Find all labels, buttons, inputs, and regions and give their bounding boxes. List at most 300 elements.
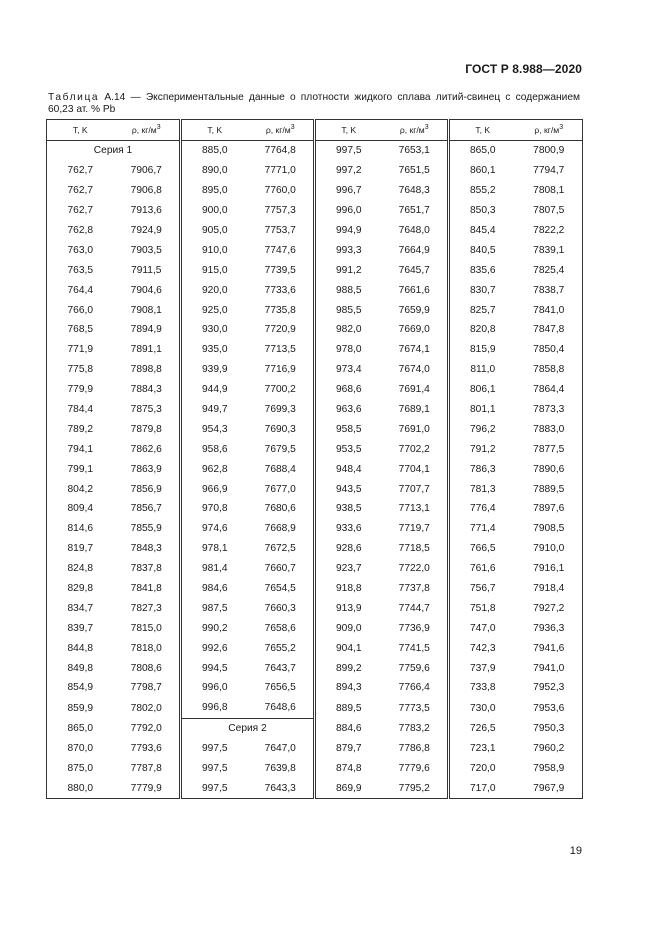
density-cell: 7903,5 [114,240,181,260]
density-cell: 7889,5 [516,479,583,499]
temperature-cell: 928,6 [336,543,362,555]
density-cell: 7847,8 [516,320,583,340]
temperature-cell: 844,8 [47,638,114,658]
temperature-cell: 978,0 [336,344,362,356]
density-cell: 7941,0 [516,658,583,678]
density-cell: 7848,3 [114,539,181,559]
density-cell: 7783,2 [382,718,449,738]
temperature-cell: 970,8 [202,503,228,515]
density-cell: 7679,5 [248,439,315,459]
temperature-cell: 997,2 [336,165,362,177]
density-cell: 7794,7 [516,161,583,181]
density-cell: 7672,5 [248,539,315,559]
density-cell: 7786,8 [382,739,449,759]
density-cell: 7898,8 [114,360,181,380]
table-row [47,221,583,241]
density-cell: 7825,4 [516,260,583,280]
density-cell: 7656,5 [248,678,315,698]
density-cell: 7807,5 [516,201,583,221]
table-row [47,300,583,320]
density-cell: 7841,8 [114,579,181,599]
temperature-cell: 860,1 [470,165,496,177]
density-cell: 7911,5 [114,260,181,280]
density-cell: 7690,3 [248,419,315,439]
density-cell: 7891,1 [114,340,181,360]
density-cell: 7716,9 [248,360,315,380]
density-cell: 7660,7 [248,559,315,579]
temperature-cell: 776,4 [470,503,496,515]
document-id: ГОСТ Р 8.988—2020 [465,62,582,76]
temperature-cell: 829,8 [47,579,114,599]
temperature-cell: 766,5 [470,543,496,555]
density-cell: 7850,4 [516,340,583,360]
density-cell: 7792,0 [114,718,181,738]
temperature-cell: 830,7 [470,284,496,296]
temperature-cell: 994,9 [336,225,362,236]
temperature-cell: 958,6 [202,443,228,455]
density-cell: 7735,8 [248,300,315,320]
table-row [47,638,583,658]
density-cell: 7941,6 [516,638,583,658]
density-cell: 7873,3 [516,400,583,420]
temperature-cell: 814,6 [47,519,114,539]
density-cell: 7884,3 [114,380,181,400]
temperature-cell: 933,6 [336,523,362,535]
temperature-cell: 981,4 [202,563,228,575]
table-row [47,161,583,181]
density-cell: 7722,0 [382,559,449,579]
table-row [47,579,583,599]
temperature-cell: 985,5 [336,304,362,316]
density-cell: 7643,3 [248,779,315,799]
temperature-cell: 811,0 [470,364,496,376]
column-header-density-exponent: 3 [290,124,295,132]
temperature-cell: 766,0 [47,300,114,320]
density-cell: 7808,1 [516,181,583,201]
table-row [47,739,583,759]
column-header-temperature-label: T, K [72,125,88,135]
temperature-cell: 849,8 [47,658,114,678]
density-cell: 7894,9 [114,320,181,340]
temperature-cell: 839,7 [47,618,114,638]
density-cell: 7741,5 [382,638,449,658]
temperature-cell: 762,8 [47,221,114,241]
density-cell: 7904,6 [114,280,181,300]
temperature-cell: 938,5 [336,503,362,515]
column-header-density [516,120,583,141]
temperature-cell: 865,0 [470,145,496,157]
density-cell: 7950,3 [516,718,583,738]
temperature-cell: 771,9 [47,340,114,360]
temperature-cell: 865,0 [47,718,114,738]
column-header-density-label: ρ, кг/м [534,125,560,135]
temperature-cell: 958,5 [336,423,362,435]
temperature-cell: 889,5 [336,702,362,714]
density-cell: 7773,5 [382,698,449,718]
temperature-cell: 997,5 [202,763,228,775]
density-cell: 7760,0 [248,181,315,201]
density-cell: 7827,3 [114,598,181,618]
density-cell: 7718,5 [382,539,449,559]
temperature-cell: 895,0 [202,185,228,197]
temperature-cell: 996,0 [336,205,362,217]
density-cell: 7664,9 [382,240,449,260]
temperature-cell: 915,0 [202,264,228,276]
temperature-cell: 796,2 [470,423,496,435]
density-cell: 7793,6 [114,739,181,759]
temperature-cell: 992,6 [202,642,228,654]
temperature-cell: 845,4 [470,225,496,236]
table-row [47,678,583,698]
temperature-cell: 993,3 [336,244,362,256]
temperature-cell: 905,0 [202,225,228,236]
column-header-density-exponent: 3 [156,124,161,132]
density-cell: 7747,6 [248,240,315,260]
temperature-cell: 763,5 [47,260,114,280]
temperature-cell: 939,9 [202,364,228,376]
density-cell: 7689,1 [382,400,449,420]
density-cell: 7753,7 [248,221,315,241]
temperature-cell: 824,8 [47,559,114,579]
temperature-cell: 990,2 [202,622,228,634]
density-cell: 7822,2 [516,221,583,241]
density-cell: 7864,4 [516,380,583,400]
density-cell: 7967,9 [516,779,583,799]
temperature-cell: 775,8 [47,360,114,380]
density-cell: 7688,4 [248,459,315,479]
temperature-cell: 944,9 [202,384,228,396]
density-cell: 7713,1 [382,499,449,519]
temperature-cell: 742,3 [470,642,496,654]
density-cell: 7700,2 [248,380,315,400]
density-cell: 7655,2 [248,638,315,658]
table-row [47,380,583,400]
temperature-cell: 764,4 [47,280,114,300]
column-header-temperature [449,120,516,141]
temperature-cell: 982,0 [336,324,362,336]
density-cell: 7913,6 [114,201,181,221]
density-cell: 7916,1 [516,559,583,579]
temperature-cell: 978,1 [202,543,228,555]
column-header-temperature [315,120,382,141]
density-cell: 7720,9 [248,320,315,340]
temperature-cell: 726,5 [470,723,496,735]
density-cell: 7779,9 [114,779,181,799]
density-cell: 7855,9 [114,519,181,539]
temperature-cell: 733,8 [470,682,496,694]
density-cell: 7910,0 [516,539,583,559]
table-row [47,240,583,260]
temperature-cell: 794,1 [47,439,114,459]
temperature-cell: 997,5 [181,779,248,799]
density-cell: 7707,7 [382,479,449,499]
temperature-cell: 855,2 [470,185,496,197]
table-row [47,141,583,161]
density-cell: 7798,7 [114,678,181,698]
column-header-temperature-label: T, K [475,125,491,135]
temperature-cell: 801,1 [470,404,496,416]
density-cell: 7647,0 [248,739,315,759]
temperature-cell: 870,0 [47,739,114,759]
temperature-cell: 935,0 [202,344,228,356]
density-cell: 7890,6 [516,459,583,479]
table-row [47,201,583,221]
temperature-cell: 899,2 [336,662,362,674]
temperature-cell: 819,7 [47,539,114,559]
table-row [47,598,583,618]
column-header-density [382,120,449,141]
table-caption-word: Таблица [48,92,100,103]
table-row [47,400,583,420]
density-cell: 7879,8 [114,419,181,439]
table-row [47,280,583,300]
table-row [47,499,583,519]
temperature-cell: 768,5 [47,320,114,340]
temperature-cell: 879,7 [336,743,362,755]
column-header-density [248,120,315,141]
temperature-cell: 869,9 [315,779,382,799]
density-cell: 7680,6 [248,499,315,519]
temperature-cell: 918,8 [336,583,362,595]
series-1-label: Серия 1 [47,141,181,161]
temperature-cell: 784,4 [47,400,114,420]
temperature-cell: 996,7 [336,185,362,197]
density-cell: 7883,0 [516,419,583,439]
density-cell: 7779,6 [382,759,449,779]
density-data-table [46,119,583,799]
column-header-temperature [47,120,114,141]
density-cell: 7771,0 [248,161,315,181]
density-cell: 7757,3 [248,201,315,221]
temperature-cell: 885,0 [202,145,228,157]
density-cell: 7674,1 [382,340,449,360]
temperature-cell: 756,7 [470,583,496,595]
density-cell: 7958,9 [516,759,583,779]
table-row [47,320,583,340]
temperature-cell: 900,0 [202,205,228,217]
table-row [47,698,583,718]
temperature-cell: 925,0 [202,304,228,316]
density-cell: 7906,8 [114,181,181,201]
page-number: 19 [569,845,582,857]
density-cell: 7737,8 [382,579,449,599]
table-row [47,559,583,579]
density-cell: 7875,3 [114,400,181,420]
density-cell: 7744,7 [382,598,449,618]
table-row [47,618,583,638]
density-cell: 7648,6 [248,698,315,718]
temperature-cell: 859,9 [47,698,114,718]
temperature-cell: 834,7 [47,598,114,618]
density-cell: 7639,8 [248,759,315,779]
density-cell: 7691,0 [382,419,449,439]
temperature-cell: 963,6 [336,404,362,416]
temperature-cell: 720,0 [470,763,496,775]
temperature-cell: 762,7 [47,201,114,221]
density-cell: 7908,5 [516,519,583,539]
temperature-cell: 789,2 [47,419,114,439]
column-header-density-exponent: 3 [424,124,429,132]
column-header-density-label: ρ, кг/м [399,125,425,135]
temperature-cell: 809,4 [47,499,114,519]
temperature-cell: 723,1 [470,743,496,755]
table-header-row [47,120,583,141]
table-row [47,779,583,799]
density-cell: 7643,7 [248,658,315,678]
density-cell: 7651,7 [382,201,449,221]
table-row [47,718,583,738]
temperature-cell: 943,5 [336,483,362,495]
temperature-cell: 973,4 [336,364,362,376]
temperature-cell: 820,8 [470,324,496,336]
temperature-cell: 763,0 [47,240,114,260]
temperature-cell: 894,3 [336,682,362,694]
temperature-cell: 974,6 [202,523,228,535]
density-cell: 7838,7 [516,280,583,300]
temperature-cell: 791,2 [470,443,496,455]
column-header-density-label: ρ, кг/м [131,125,157,135]
table-row [47,260,583,280]
table-row [47,360,583,380]
temperature-cell: 761,6 [470,563,496,575]
column-header-density-label: ρ, кг/м [265,125,291,135]
temperature-cell: 910,0 [202,244,228,256]
density-cell: 7918,4 [516,579,583,599]
density-cell: 7677,0 [248,479,315,499]
density-cell: 7659,9 [382,300,449,320]
column-header-density-exponent: 3 [559,124,564,132]
density-cell: 7960,2 [516,739,583,759]
table-caption [48,92,580,116]
temperature-cell: 997,5 [336,145,362,157]
temperature-cell: 948,4 [336,463,362,475]
temperature-cell: 988,5 [336,284,362,296]
table-row [47,539,583,559]
density-cell: 7668,9 [248,519,315,539]
temperature-cell: 815,9 [470,344,496,356]
temperature-cell: 786,3 [470,463,496,475]
density-cell: 7800,9 [516,141,583,161]
density-cell: 7702,2 [382,439,449,459]
temperature-cell: 762,7 [47,161,114,181]
temperature-cell: 909,0 [336,622,362,634]
temperature-cell: 880,0 [47,779,114,799]
temperature-cell: 799,1 [47,459,114,479]
density-cell: 7669,0 [382,320,449,340]
temperature-cell: 875,0 [47,759,114,779]
density-cell: 7764,8 [248,141,315,161]
temperature-cell: 806,1 [470,384,496,396]
temperature-cell: 884,6 [336,723,362,735]
density-cell: 7839,1 [516,240,583,260]
table-row [47,479,583,499]
table-row [47,439,583,459]
density-cell: 7691,4 [382,380,449,400]
temperature-cell: 781,3 [470,483,496,495]
table-body [47,141,583,799]
column-header-temperature-label: T, K [207,125,223,135]
density-cell: 7841,0 [516,300,583,320]
density-cell: 7651,5 [382,161,449,181]
temperature-cell: 890,0 [202,165,228,177]
density-cell: 7766,4 [382,678,449,698]
temperature-cell: 913,9 [336,602,362,614]
density-cell: 7862,6 [114,439,181,459]
density-cell: 7699,3 [248,400,315,420]
density-cell: 7908,1 [114,300,181,320]
temperature-cell: 835,6 [470,264,496,276]
temperature-cell: 747,0 [470,622,496,634]
density-cell: 7927,2 [516,598,583,618]
table-row [47,519,583,539]
table-row [47,658,583,678]
temperature-cell: 962,8 [202,463,228,475]
density-cell: 7808,6 [114,658,181,678]
temperature-cell: 762,7 [47,181,114,201]
temperature-cell: 730,0 [470,702,496,714]
temperature-cell: 840,5 [470,244,496,256]
density-cell: 7952,3 [516,678,583,698]
temperature-cell: 779,9 [47,380,114,400]
temperature-cell: 751,8 [470,602,496,614]
temperature-cell: 987,5 [202,602,228,614]
density-cell: 7877,5 [516,439,583,459]
density-cell: 7736,9 [382,618,449,638]
density-cell: 7795,2 [382,779,449,799]
density-cell: 7815,0 [114,618,181,638]
table-caption-text: А.14 — Экспериментальные данные о плотности жидкого сплава литий-свинец с содержанием 60,23 ат. % Pb [48,92,580,115]
temperature-cell: 949,7 [202,404,228,416]
density-cell: 7733,6 [248,280,315,300]
density-cell: 7897,6 [516,499,583,519]
temperature-cell: 825,7 [470,304,496,316]
density-cell: 7739,5 [248,260,315,280]
density-cell: 7858,8 [516,360,583,380]
temperature-cell: 953,5 [336,443,362,455]
temperature-cell: 874,8 [336,763,362,775]
density-cell: 7661,6 [382,280,449,300]
table-row [47,759,583,779]
density-cell: 7863,9 [114,459,181,479]
temperature-cell: 994,5 [202,662,228,674]
density-cell: 7924,9 [114,221,181,241]
density-cell: 7936,3 [516,618,583,638]
column-header-density [114,120,181,141]
temperature-cell: 771,4 [470,523,496,535]
temperature-cell: 717,0 [449,779,516,799]
density-cell: 7648,3 [382,181,449,201]
temperature-cell: 923,7 [336,563,362,575]
temperature-cell: 854,9 [47,678,114,698]
temperature-cell: 966,9 [202,483,228,495]
density-cell: 7856,9 [114,479,181,499]
series-2-label: Серия 2 [181,718,315,738]
density-cell: 7704,1 [382,459,449,479]
temperature-cell: 930,0 [202,324,228,336]
temperature-cell: 737,9 [470,662,496,674]
temperature-cell: 954,3 [202,423,228,435]
temperature-cell: 991,2 [336,264,362,276]
column-header-temperature [181,120,248,141]
density-cell: 7658,6 [248,618,315,638]
density-cell: 7645,7 [382,260,449,280]
temperature-cell: 904,1 [336,642,362,654]
temperature-cell: 997,5 [202,743,228,755]
density-cell: 7713,5 [248,340,315,360]
density-cell: 7660,3 [248,598,315,618]
temperature-cell: 920,0 [202,284,228,296]
density-cell: 7674,0 [382,360,449,380]
